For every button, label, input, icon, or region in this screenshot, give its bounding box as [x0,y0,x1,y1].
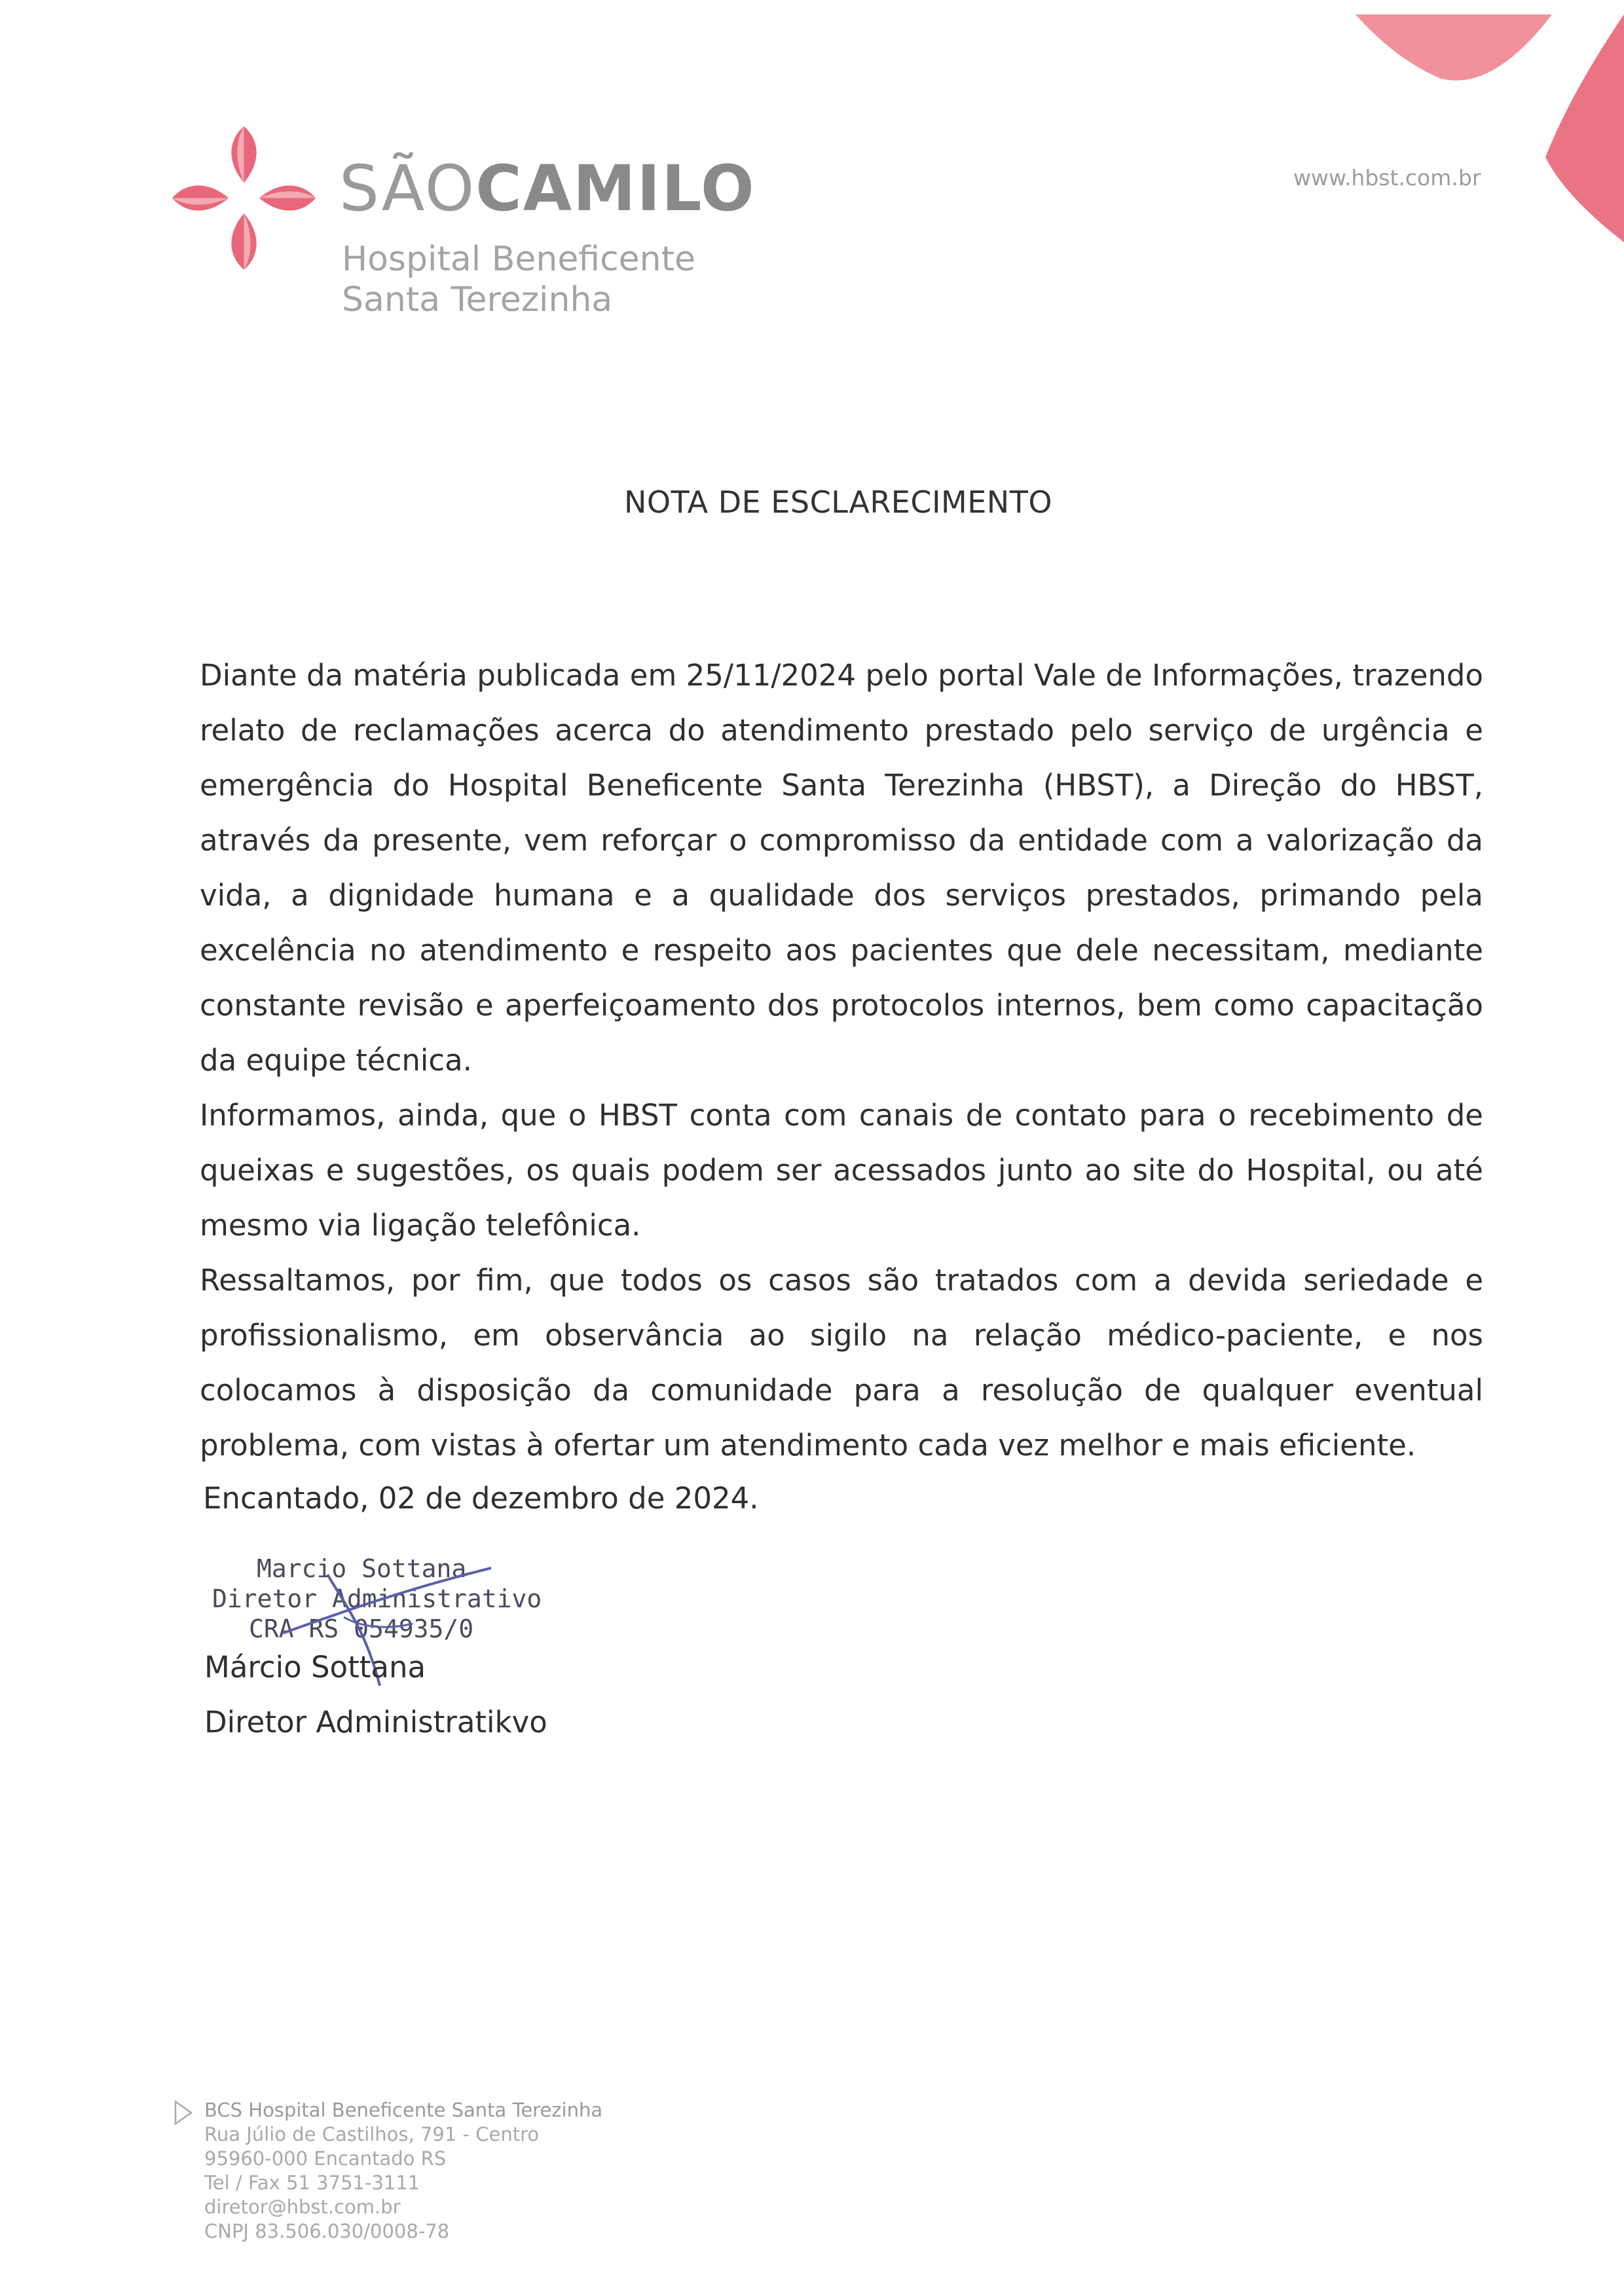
paragraph-3: Ressaltamos, por fim, que todos os casos são tratados com a devida seriedade e profissionalismo, em observância ao sigilo na relação médico-paciente, e nos colocamos à disposição da comunidade para a resolução de qualquer eventual problema, com vistas à ofertar um atendimento cada vez melhor e mais eficiente. [200,1263,1483,1463]
date-line: Encantado, 02 de dezembro de 2024. [203,1481,759,1516]
footer-city: 95960-000 Encantado RS [204,2147,447,2170]
footer-phone: Tel / Fax 51 3751-3111 [204,2172,420,2194]
signer-role: Diretor Administratikvo [204,1705,547,1740]
document-body [200,648,1483,1473]
signer-name: Márcio Sottana [204,1650,426,1685]
document-title: NOTA DE ESCLARECIMENTO [623,484,1053,520]
stamp-registration: CRA RS 054935/0 [249,1614,474,1643]
footer-cnpj: CNPJ 83.506.030/0008-78 [204,2220,450,2242]
footer-company: BCS Hospital Beneficente Santa Terezinha [204,2099,603,2121]
stamp-role: Diretor Administrativo [212,1584,542,1613]
brand-name-part2: CAMILO [475,152,756,225]
footer-email[interactable]: diretor@hbst.com.br [204,2196,401,2218]
brand-subtitle-line2: Santa Terezinha [342,280,613,319]
sao-camilo-logo-icon [167,121,321,275]
paragraph-2: Informamos, ainda, que o HBST conta com canais de contato para o recebimento de queixas e sugestões, os quais podem ser acessados junto ao site do Hospital, ou até mesmo via ligação telefônica. [200,1098,1483,1243]
footer-address-block [204,2098,602,2244]
brand-subtitle-line1: Hospital Beneficente [342,240,695,279]
footer-address: Rua Júlio de Castilhos, 791 - Centro [204,2123,540,2145]
brand-subtitle [342,239,695,320]
website-link: www.hbst.com.br [1293,165,1481,191]
brand-name-part1: SÃO [339,152,476,225]
brand-name [339,152,756,225]
play-arrow-icon [174,2100,193,2126]
paragraph-1: Diante da matéria publicada em 25/11/2024 pelo portal Vale de Informações, trazendo relato de reclamações acerca do atendimento prestado pelo serviço de urgência e emergência do Hospital Beneficente Santa Terezinha (HBST), a Direção do HBST, através da presente, vem reforçar o compromisso da entidade com a valorização da vida, a dignidade humana e a qualidade dos serviços prestados, primando pela excelência no atendimento e respeito aos pacientes que dele necessitam, mediante constante revisão e aperfeiçoamento dos protocolos internos, bem como capacitação da equipe técnica. [200,658,1483,1078]
stamp-name: Marcio Sottana [257,1554,467,1583]
corner-decoration [1349,0,1624,262]
